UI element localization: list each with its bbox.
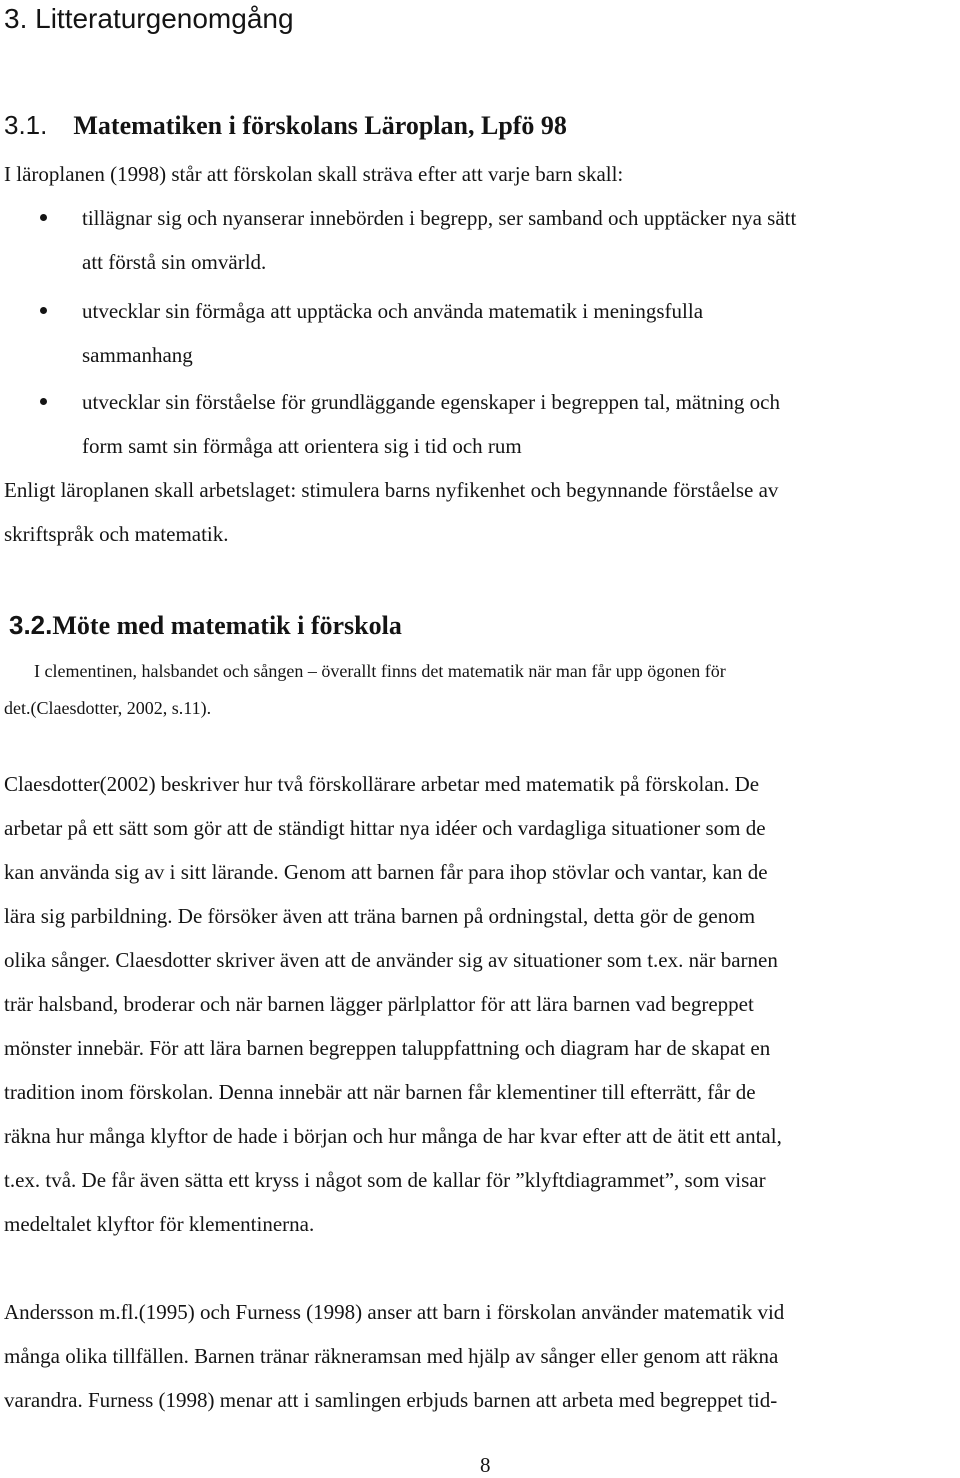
bullet-icon (40, 214, 47, 221)
section-heading-3-1 (4, 108, 567, 143)
intro-text: I läroplanen (1998) står att förskolan skall sträva efter att varje barn skall: (4, 162, 624, 186)
paragraph-line: Claesdotter(2002) beskriver hur två förskollärare arbetar med matematik på förskolan. De (4, 772, 760, 796)
paragraph-line: skriftspråk och matematik. (4, 522, 229, 546)
quote-line: I clementinen, halsbandet och sången – överallt finns det matematik när man får upp ögonen för (34, 661, 726, 681)
section-title-text: Matematiken i förskolans Läroplan, Lpfö 98 (73, 111, 567, 140)
paragraph-line: medeltalet klyftor för klementinerna. (4, 1212, 315, 1236)
paragraph-line: tradition inom förskolan. Denna innebär att när barnen får klementiner till efterrätt, får de (4, 1080, 756, 1104)
paragraph-line: trär halsband, broderar och när barnen lägger pärlplattor för att lära barnen vad begreppet (4, 992, 754, 1016)
section-heading-3-2 (9, 608, 402, 643)
section-number: 3.2. (9, 610, 53, 640)
list-item-line: att förstå sin omvärld. (82, 250, 267, 274)
paragraph-line: olika sånger. Claesdotter skriver även att de använder sig av situationer som t.ex. när barnen (4, 948, 778, 972)
paragraph-line: t.ex. två. De får även sätta ett kryss i något som de kallar för ”klyftdiagrammet”, som visar (4, 1168, 766, 1192)
list-item-line: form samt sin förmåga att orientera sig i tid och rum (82, 434, 522, 458)
list-item-line: utvecklar sin förståelse för grundläggande egenskaper i begreppen tal, mätning och (82, 390, 780, 414)
paragraph-line: varandra. Furness (1998) menar att i samlingen erbjuds barnen att arbeta med begreppet tid- (4, 1388, 778, 1412)
list-item-line: utvecklar sin förmåga att upptäcka och använda matematik i meningsfulla (82, 299, 704, 323)
paragraph-line: arbetar på ett sätt som gör att de ständigt hittar nya idéer och vardagliga situationer som de (4, 816, 766, 840)
paragraph-line: lära sig parbildning. De försöker även att träna barnen på ordningstal, detta gör de genom (4, 904, 756, 928)
paragraph-line: kan använda sig av i sitt lärande. Genom att barnen får para ihop stövlar och vantar, kan de (4, 860, 768, 884)
bullet-icon (40, 307, 47, 314)
list-item-line: tillägnar sig och nyanserar innebörden i begrepp, ser samband och upptäcker nya sätt (82, 206, 797, 230)
paragraph-line: räkna hur många klyftor de hade i början och hur många de har kvar efter att de ätit ett antal, (4, 1124, 782, 1148)
chapter-heading: 3. Litteraturgenomgång (4, 3, 294, 34)
paragraph-line: Andersson m.fl.(1995) och Furness (1998) anser att barn i förskolan använder matematik vid (4, 1300, 785, 1324)
section-title-text: Möte med matematik i förskola (52, 611, 402, 640)
section-number: 3.1. (4, 110, 48, 140)
bullet-icon (40, 398, 47, 405)
quote-line: det.(Claesdotter, 2002, s.11). (4, 698, 212, 718)
paragraph-line: många olika tillfällen. Barnen tränar räkneramsan med hjälp av sånger eller genom att räkna (4, 1344, 779, 1368)
paragraph-line: mönster innebär. För att lära barnen begreppen taluppfattning och diagram har de skapat en (4, 1036, 771, 1060)
paragraph-line: Enligt läroplanen skall arbetslaget: stimulera barns nyfikenhet och begynnande förståelse av (4, 478, 779, 502)
list-item-line: sammanhang (82, 343, 193, 367)
page-number: 8 (480, 1453, 491, 1477)
